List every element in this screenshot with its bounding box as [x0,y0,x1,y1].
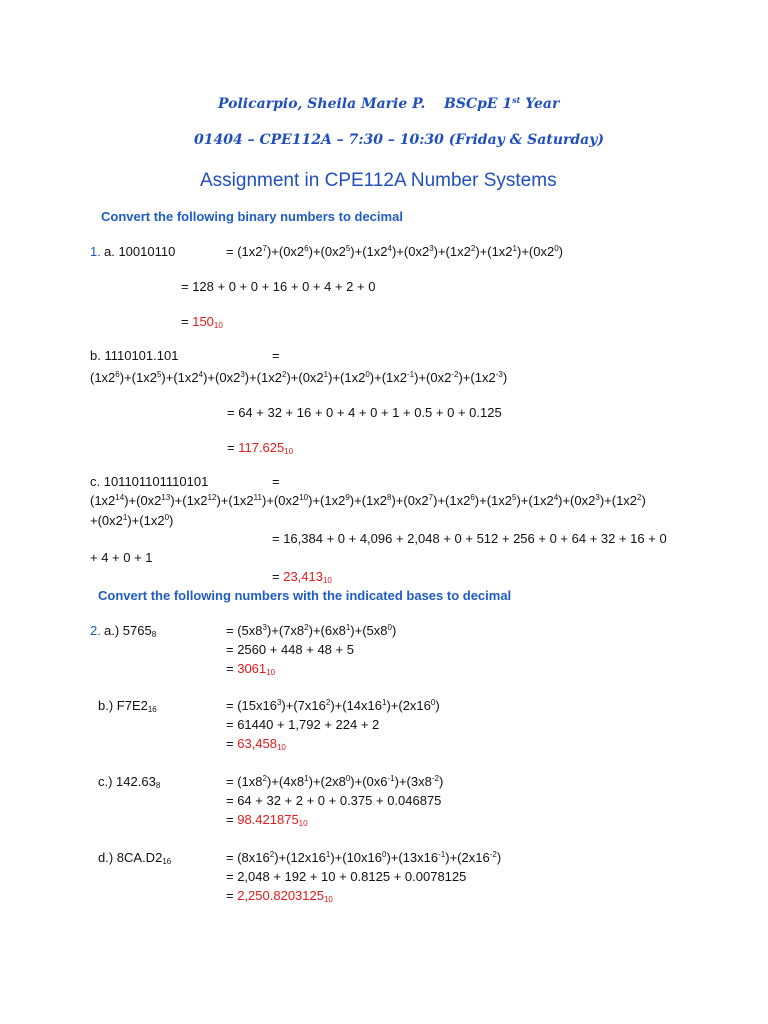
problem-2a-sum: = 2560 + 448 + 48 + 5 [226,642,354,657]
section2-heading: Convert the following numbers with the indicated bases to decimal [98,588,512,603]
problem-1c-expansion-line2: $+(0x2^1)+(1x2^0)$ [90,513,174,528]
problem-1a-label: a. 10010110 [104,244,176,259]
problem-1b-sum: = 64 + 32 + 16 + 0 + 4 + 0 + 1 + 0.5 + 0 + 0.125 [227,405,502,420]
problem-1b-label: b. 1110101.101 [90,348,179,363]
problem-2a-label: a.) $5765_8$ [104,623,157,639]
problem-1c-sum-line2: + 4 + 0 + 1 [90,550,153,565]
problem-1c-label: c. 101101101110101 [90,474,209,489]
document-title: Assignment in CPE112A Number Systems [200,170,557,191]
problem-2b-label: b.) $F7E2_{16}$ [98,698,157,714]
problem-2a-expansion: = $(5x8^3)+(7x8^2)+(6x8^1)+(5x8^0)$ [226,623,397,638]
problem-2d-result: = $2,250.8203125_{10}$ [226,888,333,904]
problem-2c-expansion: = $(1x8^2)+(4x8^1)+(2x8^0)+(0x6^{-1})+(3x8^{-2})$ [226,774,444,789]
problem-2b-result: = $63,458_{10}$ [226,736,286,752]
problem-2d-expansion: = $(8x16^2)+(12x16^1)+(10x16^0)+(13x16^{-1})+(2x16^{-2})$ [226,850,502,865]
problem-1a-result: = $150_{10}$ [181,314,223,330]
problem-1c-sum-line1: = 16,384 + 0 + 4,096 + 2,048 + 0 + 512 + 256 + 0 + 64 + 32 + 16 + 0 [272,531,667,546]
problem-1b-result: = $117.625_{10}$ [227,440,294,456]
problem-1c-result: = $23,413_{10}$ [272,569,332,585]
problem-2a-result: = $3061_{10}$ [226,661,276,677]
problem-2c-result: = $98.421875_{10}$ [226,812,308,828]
problem-1a-sum: = 128 + 0 + 0 + 16 + 0 + 4 + 2 + 0 [181,279,376,294]
problem-2c-label: c.) $142.63_8$ [98,774,161,790]
item-number-1: 1. [90,244,101,259]
problem-1b-equals: = [272,348,280,363]
problem-2d-label: d.) $8CA.D2_{16}$ [98,850,172,866]
problem-1c-expansion-line1: $(1x2^{14})+(0x2^{13})+(1x2^{12})+(1x2^{11})+(0x2^{10})+(1x2^9)+(1x2^8)+(0x2^7)+(1x2^6)+(1x2^5)+(1x2^4)+(0x2^3)+(1x2^2)$ [90,493,646,508]
problem-2c-sum: = 64 + 32 + 2 + 0 + 0.375 + 0.046875 [226,793,442,808]
problem-2d-sum: = 2,048 + 192 + 10 + 0.8125 + 0.0078125 [226,869,467,884]
problem-1c-equals: = [272,474,280,489]
item-number-2: 2. [90,623,101,638]
section1-heading: Convert the following binary numbers to decimal [101,209,403,224]
problem-1a-expansion: = $(1x2^7)+(0x2^6)+(0x2^5)+(1x2^4)+(0x2^3)+(1x2^2)+(1x2^1)+(0x2^0)$ [226,244,563,259]
class-schedule: 01404 – CPE112A – 7:30 – 10:30 (Friday & Saturday) [194,132,604,148]
problem-2b-expansion: = $(15x16^3)+(7x16^2)+(14x16^1)+(2x16^0)$ [226,698,440,713]
problem-1b-expansion: $(1x2^6)+(1x2^5)+(1x2^4)+(0x2^3)+(1x2^2)+(0x2^1)+(1x2^0)+(1x2^{-1})+(0x2^{-2})+(1x2^{-3})$ [90,370,508,385]
student-name: Policarpio, Sheila Marie P. [218,96,426,112]
problem-2b-sum: = 61440 + 1,792 + 224 + 2 [226,717,380,732]
student-year: BSCpE 1st Year [444,95,560,112]
